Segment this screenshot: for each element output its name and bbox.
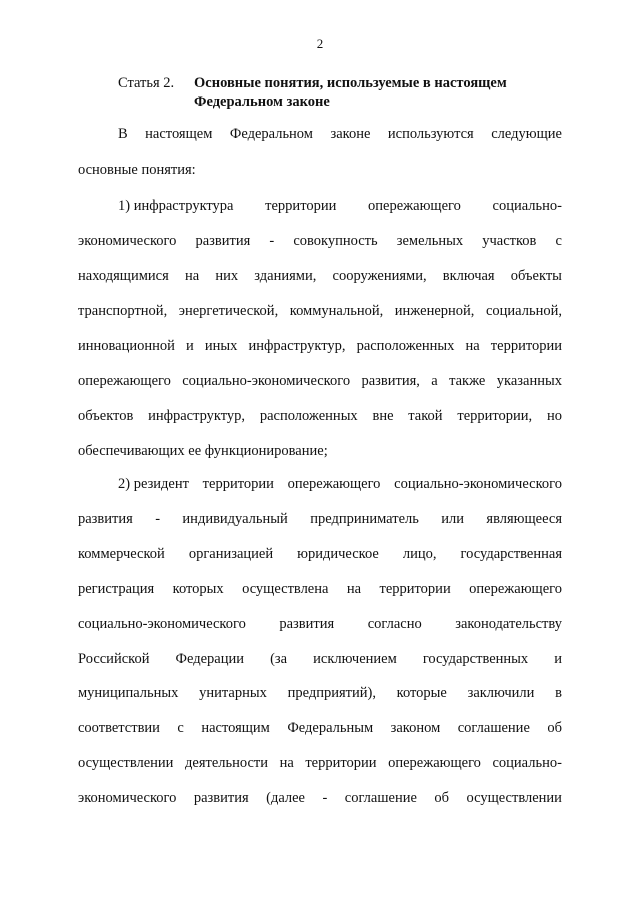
word: социально-экономического <box>394 476 562 492</box>
word: коммерческой <box>78 546 165 562</box>
word: законом <box>390 720 441 736</box>
word: совокупность <box>293 233 378 249</box>
word: социально-экономического <box>78 616 246 632</box>
word: расположенных <box>356 338 455 354</box>
word: территории <box>305 755 377 771</box>
word: на <box>279 755 294 771</box>
word: и <box>186 338 194 354</box>
word: объекты <box>510 268 562 284</box>
word: юридическое <box>297 546 379 562</box>
text-line <box>78 407 562 425</box>
word: соглашение <box>344 790 417 806</box>
word: в <box>555 685 562 701</box>
text-line <box>78 337 562 355</box>
word: на <box>465 338 480 354</box>
word: деятельности <box>185 755 269 771</box>
word: опережающего <box>388 755 481 771</box>
word: Федерации <box>175 651 245 667</box>
word: 2) резидент <box>118 476 189 492</box>
word: них <box>215 268 239 284</box>
word: об <box>547 720 562 736</box>
word: настоящим <box>201 720 270 736</box>
text-line <box>78 615 562 633</box>
word: соглашение <box>457 720 530 736</box>
word: государственных <box>422 651 529 667</box>
word: инфраструктур, <box>148 408 246 424</box>
word: индивидуальный <box>182 511 288 527</box>
word: следующие <box>491 126 562 142</box>
text-line <box>78 302 562 320</box>
word: на <box>184 268 200 284</box>
word: с <box>177 720 184 736</box>
word: осуществлена <box>242 581 329 597</box>
word: унитарных <box>199 685 267 701</box>
text-line <box>78 161 562 179</box>
word: законе <box>330 126 371 142</box>
word: обеспечивающих ее функционирование; <box>78 443 328 459</box>
word: социально-экономического <box>182 373 351 389</box>
word: Федеральном <box>229 126 313 142</box>
word: территории <box>490 338 562 354</box>
word: земельных <box>396 233 464 249</box>
word: опережающего <box>78 373 171 389</box>
word: В <box>118 126 128 142</box>
word: осуществлении <box>78 755 174 771</box>
word: также <box>449 373 486 389</box>
text-line <box>78 372 562 390</box>
word: исключением <box>313 651 397 667</box>
text-line <box>78 754 562 772</box>
word: - <box>322 790 328 806</box>
word: которые <box>396 685 447 701</box>
text-line <box>78 442 562 460</box>
word: осуществлении <box>466 790 562 806</box>
word: муниципальных <box>78 685 179 701</box>
word: но <box>546 408 562 424</box>
word: (за <box>270 651 288 667</box>
word: социально- <box>492 755 562 771</box>
word: организацией <box>188 546 274 562</box>
word: коммунальной, <box>289 303 384 319</box>
word: территории <box>379 581 451 597</box>
word: лицо, <box>402 546 437 562</box>
word: территории <box>265 198 337 214</box>
word: зданиями, <box>254 268 317 284</box>
word: - <box>269 233 275 249</box>
word: развития <box>193 790 249 806</box>
word: развития <box>279 616 335 632</box>
word: расположенных <box>259 408 358 424</box>
word: предприниматель <box>310 511 419 527</box>
word: транспортной, <box>78 303 168 319</box>
word: или <box>441 511 465 527</box>
word: вне <box>372 408 394 424</box>
word: и <box>554 651 562 667</box>
word: настоящем <box>145 126 213 142</box>
article-title: Основные понятия, используемые в настоящем Федеральном законе <box>194 75 507 110</box>
word: находящимися <box>78 268 169 284</box>
word: инженерной, <box>394 303 475 319</box>
text-line <box>118 125 562 143</box>
word: - <box>155 511 161 527</box>
word: инфраструктур, <box>248 338 346 354</box>
word: территории, <box>457 408 533 424</box>
text-line <box>118 475 562 493</box>
page-number: 2 <box>316 36 324 51</box>
word: объектов <box>78 408 134 424</box>
word: опережающего <box>368 198 461 214</box>
word: согласно <box>367 616 422 632</box>
word: сооружениями, <box>332 268 427 284</box>
word: указанных <box>496 373 562 389</box>
text-line <box>78 510 562 528</box>
word: регистрация <box>78 581 155 597</box>
word: а <box>431 373 438 389</box>
word: инновационной <box>78 338 175 354</box>
text-line <box>78 650 562 668</box>
word: об <box>434 790 450 806</box>
text-line <box>78 545 562 563</box>
word: такой <box>408 408 443 424</box>
word: иных <box>204 338 238 354</box>
word: опережающего <box>287 476 381 492</box>
word: используются <box>387 126 474 142</box>
word: участков <box>482 233 537 249</box>
word: основные понятия: <box>78 162 196 178</box>
word: заключили <box>467 685 535 701</box>
text-line <box>78 267 562 285</box>
word: опережающего <box>469 581 562 597</box>
word: энергетической, <box>178 303 279 319</box>
word: территории <box>202 476 274 492</box>
word: на <box>346 581 362 597</box>
word: (далее <box>266 790 305 806</box>
word: экономического <box>78 790 177 806</box>
word: социально- <box>492 198 562 214</box>
word: с <box>555 233 562 249</box>
text-line <box>78 580 562 598</box>
word: Российской <box>78 651 150 667</box>
word: развития <box>195 233 251 249</box>
word: Федеральным <box>287 720 374 736</box>
word: государственная <box>460 546 562 562</box>
word: включая <box>442 268 495 284</box>
word: 1) инфраструктура <box>118 198 234 214</box>
word: являющееся <box>486 511 562 527</box>
text-line <box>118 197 562 215</box>
word: социальной, <box>485 303 562 319</box>
text-line <box>78 719 562 737</box>
word: экономического <box>78 233 177 249</box>
text-line <box>78 789 562 807</box>
word: развития, <box>361 373 420 389</box>
text-line <box>78 684 562 702</box>
word: развития <box>78 511 133 527</box>
text-line <box>78 232 562 250</box>
word: предприятий), <box>287 685 376 701</box>
word: которых <box>172 581 224 597</box>
word: соответствии <box>78 720 160 736</box>
word: законодательству <box>455 616 562 632</box>
article-label: Статья 2. <box>118 75 175 91</box>
